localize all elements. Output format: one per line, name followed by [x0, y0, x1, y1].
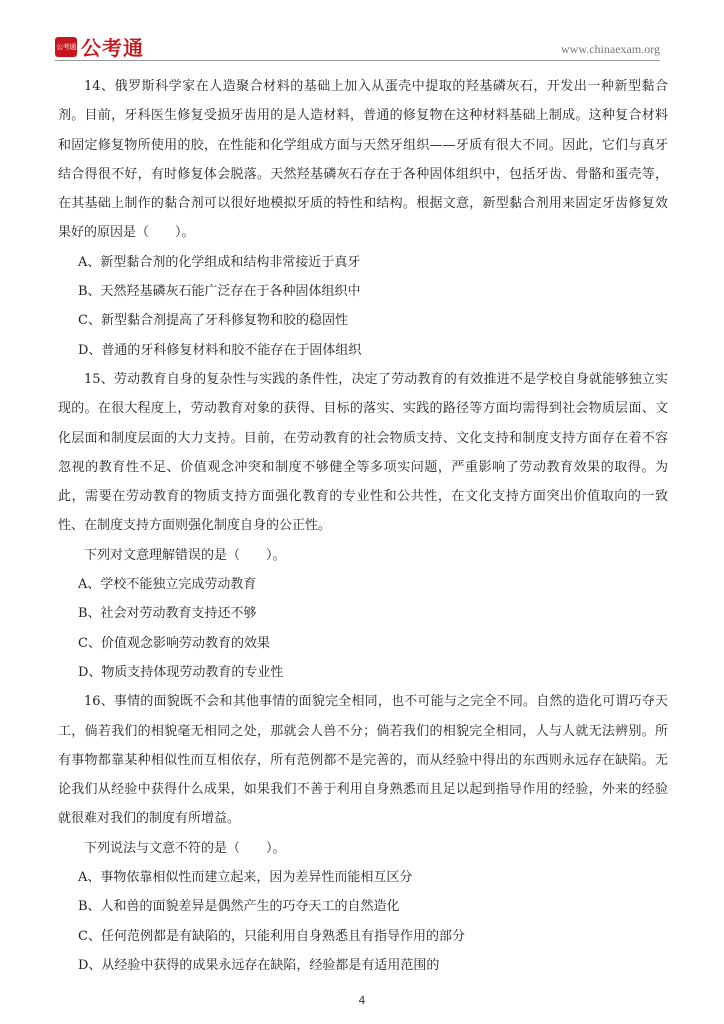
logo-text: 公考通	[81, 36, 144, 60]
option-c: C、新型黏合剂提高了牙科修复物和胶的稳固性	[78, 313, 348, 329]
option-d: D、普通的牙科修复材料和胶不能存在于固体组织	[78, 342, 362, 358]
option-b: B、天然羟基磷灰石能广泛存在于各种固体组织中	[78, 284, 361, 300]
document-body	[58, 72, 668, 980]
question-14	[58, 72, 668, 365]
question-prompt: 下列说法与文意不符的是（ ）。	[84, 840, 286, 856]
question-16	[58, 687, 668, 980]
option-c: C、价值观念影响劳动教育的效果	[78, 635, 270, 651]
question-prompt: 下列对文意理解错误的是（ ）。	[84, 547, 286, 563]
option-d: D、物质支持体现劳动教育的专业性	[78, 664, 284, 680]
option-b: B、人和兽的面貌差异是偶然产生的巧夺天工的自然造化	[78, 899, 400, 915]
site-logo[interactable]	[55, 32, 144, 61]
option-c: C、任何范例都是有缺陷的，只能利用自身熟悉且有指导作用的部分	[78, 928, 465, 944]
option-a: A、新型黏合剂的化学组成和结构非常接近于真牙	[78, 254, 361, 270]
site-url: www.chinaexam.org	[561, 42, 660, 56]
question-stem: 15、劳动教育自身的复杂性与实践的条件性，决定了劳动教育的有效推进不是学校自身就能够独立实现的。在很大程度上，劳动教育对象的获得、目标的落实、实践的路径等方面均需得到社会物质层面、文化层面和制度层面的大力支持。目前，在劳动教育的社会物质支持、文化支持和制度支持方面存在着不容忽视的教育性不足、价值观念冲突和制度不够健全等多项实问题，严重影响了劳动教育效果的取得。为此，需要在劳动教育的物质支持方面强化教育的专业性和公共性，在文化支持方面突出价值取向的一致性、在制度支持方面则强化制度自身的公正性。	[58, 371, 668, 534]
option-a: A、学校不能独立完成劳动教育	[78, 577, 257, 593]
option-a: A、事物依靠相似性而建立起来，因为差异性而能相互区分	[78, 870, 413, 886]
logo-mark: 公考通	[55, 37, 77, 57]
question-stem: 14、俄罗斯科学家在人造聚合材料的基础上加入从蛋壳中提取的羟基磷灰石，开发出一种新型黏合剂。目前，牙科医生修复受损牙齿用的是人造材料，普通的修复物在这种材料基础上制成。这种复合材料和固定修复物所使用的胶，在性能和化学组成方面与天然牙组织——牙质有很大不同。因此，它们与真牙结合得很不好，有时修复体会脱落。天然羟基磷灰石存在于各种固体组织中，包括牙齿、骨骼和蛋壳等，在其基础上制作的黏合剂可以很好地模拟牙质的特性和结构。根据文意，新型黏合剂用来固定牙齿修复效果好的原因是（ ）。	[58, 79, 668, 241]
question-stem: 16、事情的面貌既不会和其他事情的面貌完全相同，也不可能与之完全不同。自然的造化可谓巧夺天工，倘若我们的相貌毫无相同之处，那就会人兽不分；倘若我们的相貌完全相同，人与人就无法辨别。所有事物都靠某种相似性而互相依存，所有范例都不是完善的，而从经验中得出的东西则永远存在缺陷。无论我们从经验中获得什么成果，如果我们不善于利用自身熟悉而且足以起到指导作用的经验，外来的经验就很难对我们的制度有所增益。	[58, 694, 668, 827]
option-d: D、从经验中获得的成果永远存在缺陷，经验都是有适用范围的	[78, 957, 440, 973]
question-15	[58, 365, 668, 687]
option-b: B、社会对劳动教育支持还不够	[78, 606, 257, 622]
page-header	[0, 0, 724, 64]
header-divider	[55, 60, 660, 61]
page-number: 4	[358, 994, 366, 1007]
